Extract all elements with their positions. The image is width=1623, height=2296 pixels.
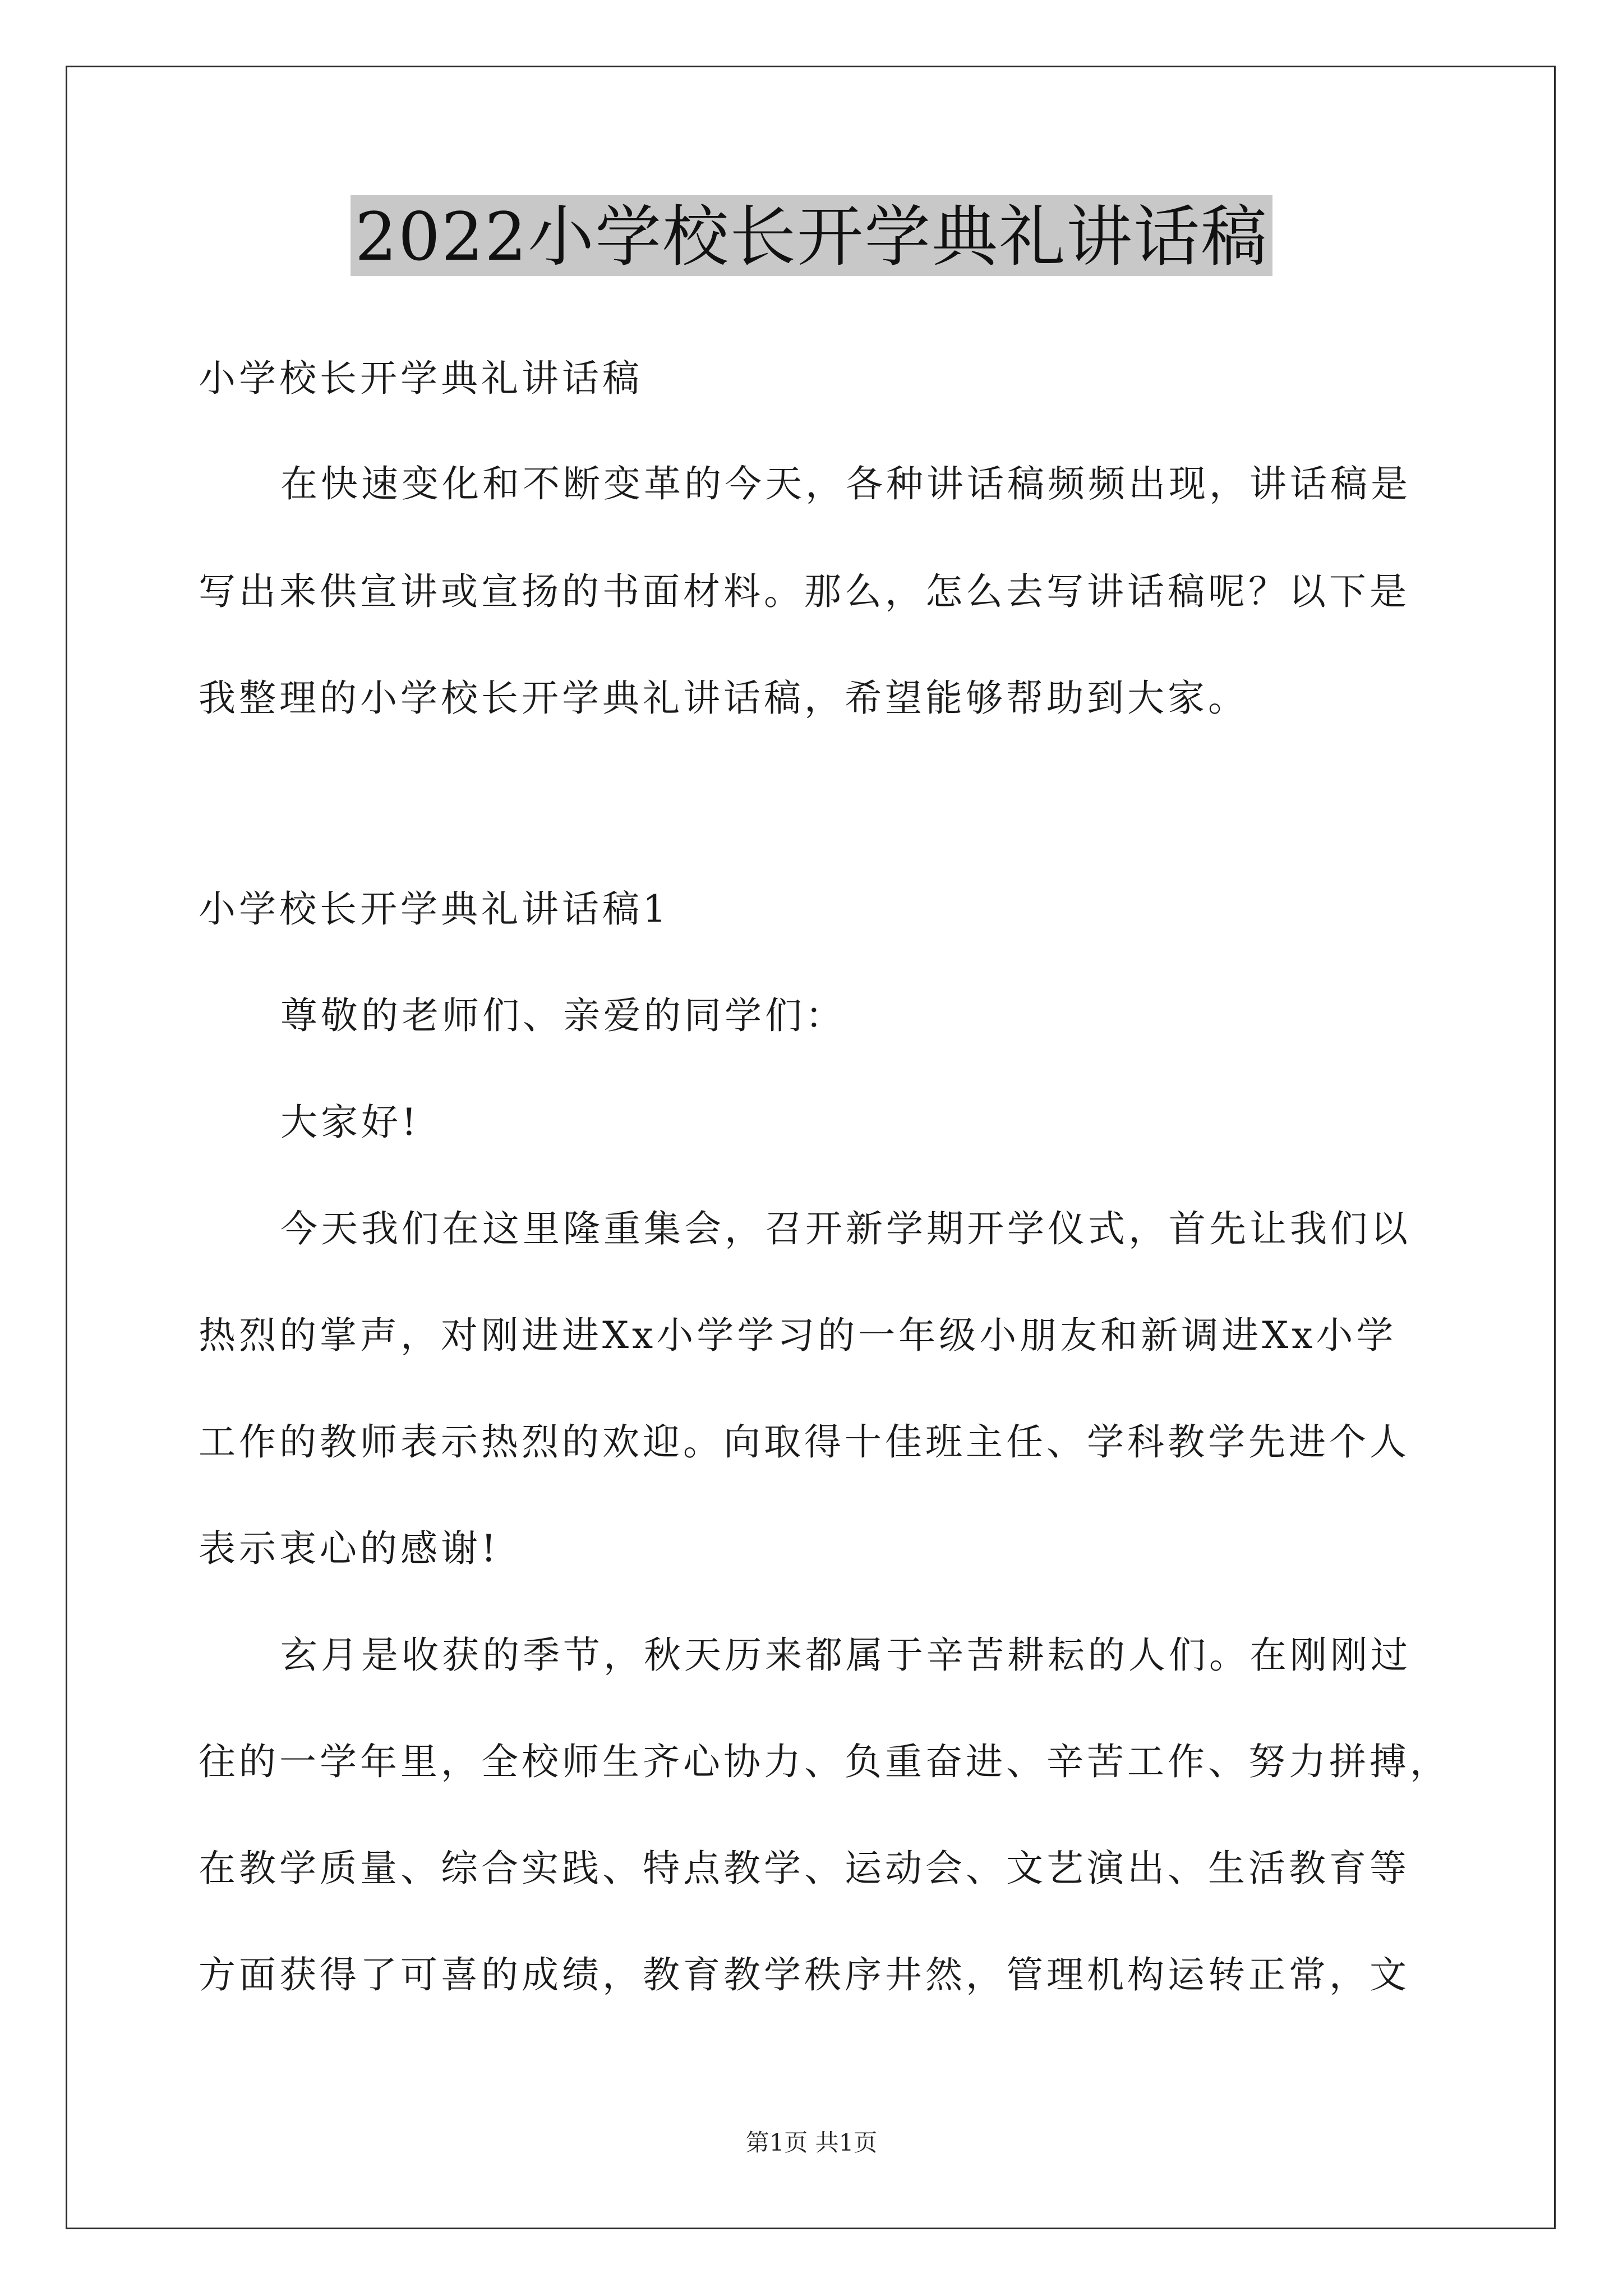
paragraph-line: 写出来供宣讲或宣扬的书面材料。那么，怎么去写讲话稿呢？以下是 — [199, 570, 1410, 613]
paragraph-line: 工作的教师表示热烈的欢迎。向取得十佳班主任、学科教学先进个人 — [199, 1420, 1410, 1464]
intro-heading: 小学校长开学典礼讲话稿 — [199, 357, 643, 400]
paragraph-line: 我整理的小学校长开学典礼讲话稿，希望能够帮助到大家。 — [199, 677, 1248, 720]
greeting: 大家好! — [280, 1101, 420, 1144]
section-heading: 小学校长开学典礼讲话稿1 — [199, 887, 670, 931]
paragraph-line: 方面获得了可喜的成绩，教育教学秩序井然，管理机构运转正常，文 — [199, 1953, 1410, 1996]
paragraph-line: 玄月是收获的季节，秋天历来都属于辛苦耕耘的人们。在刚刚过 — [280, 1634, 1411, 1677]
paragraph-line: 表示衷心的感谢! — [199, 1527, 500, 1570]
paragraph-line: 在快速变化和不断变革的今天，各种讲话稿频频出现，讲话稿是 — [280, 462, 1411, 505]
paragraph-line: 热烈的掌声，对刚进进Xx小学学习的一年级小朋友和新调进Xx小学 — [199, 1314, 1397, 1357]
salutation: 尊敬的老师们、亲爱的同学们： — [280, 994, 846, 1037]
paragraph-line: 往的一学年里，全校师生齐心协力、负重奋进、辛苦工作、努力拼搏， — [199, 1740, 1450, 1783]
paragraph-line: 今天我们在这里隆重集会，召开新学期开学仪式，首先让我们以 — [280, 1207, 1411, 1250]
title-container — [0, 195, 1623, 276]
document-title: 2022小学校长开学典礼讲话稿 — [351, 195, 1272, 276]
paragraph-line: 在教学质量、综合实践、特点教学、运动会、文艺演出、生活教育等 — [199, 1847, 1410, 1890]
page-footer: 第1页 共1页 — [745, 2129, 878, 2156]
